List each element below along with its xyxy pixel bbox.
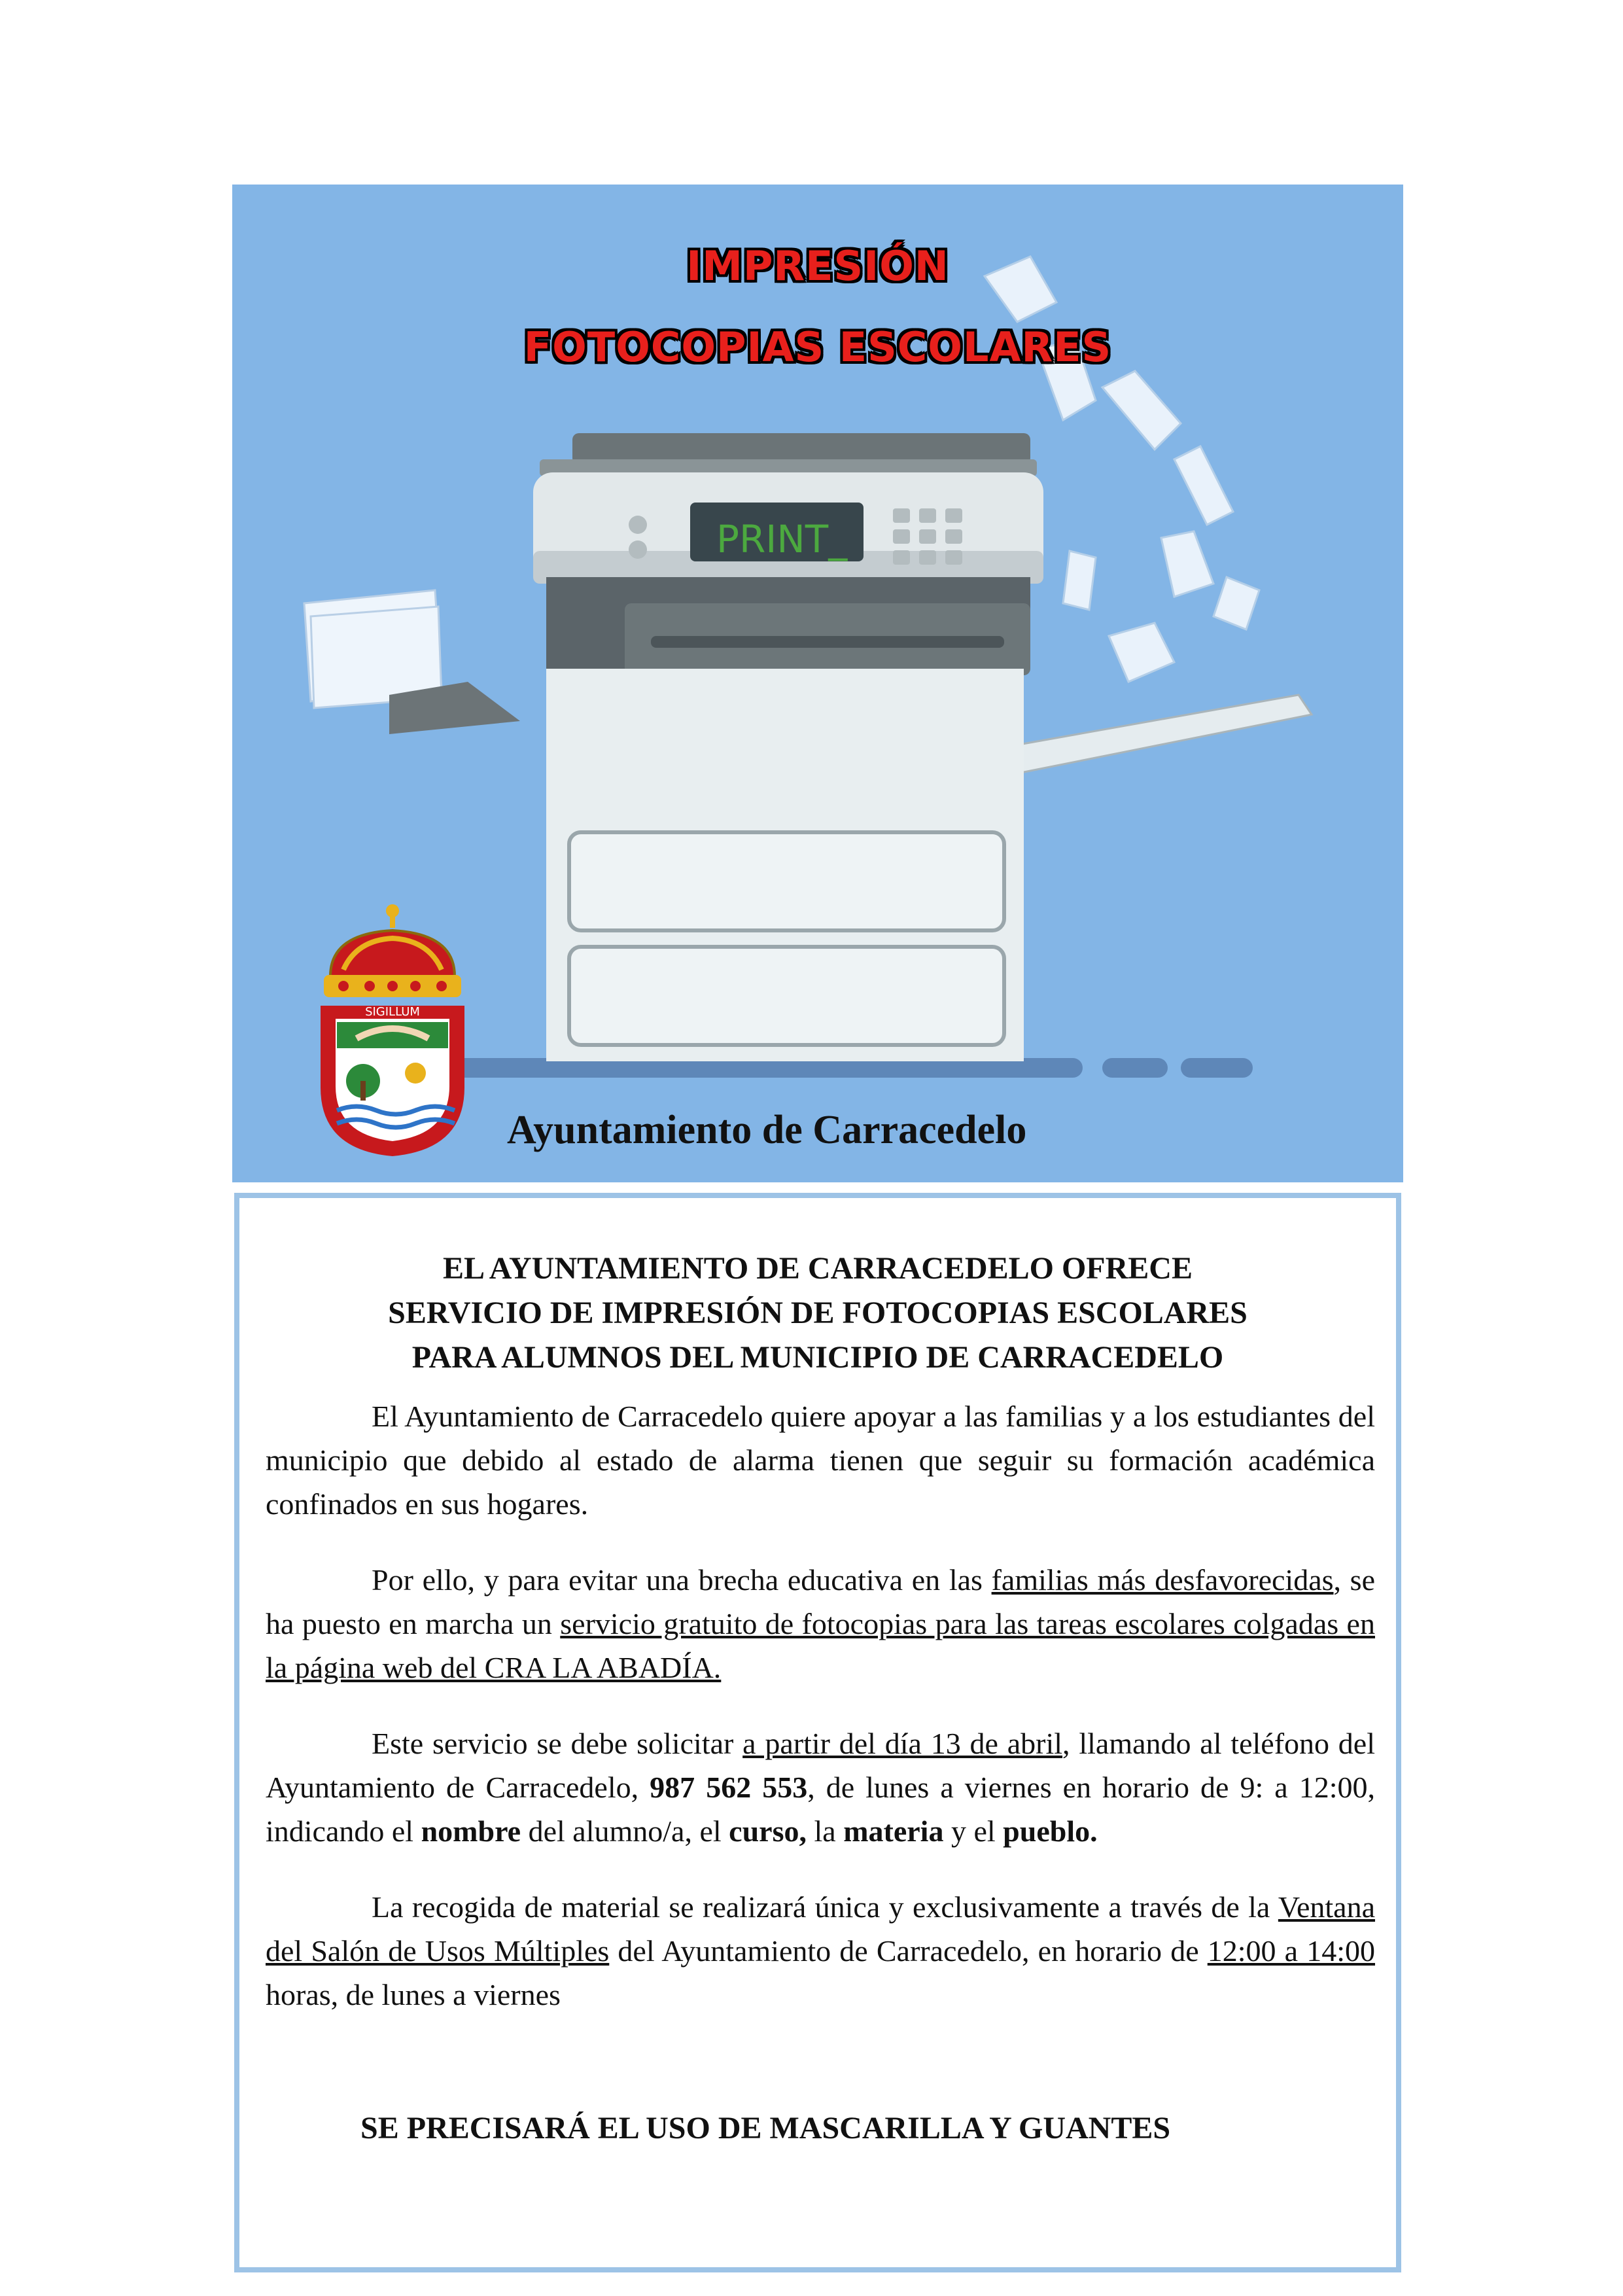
paragraph-service (266, 1558, 1375, 1689)
mask-gloves-notice: SE PRECISARÁ EL USO DE MASCARILLA Y GUANTES (360, 2111, 1171, 2146)
crest-text-top: SIGILLUM (365, 1005, 420, 1019)
underlined-free-service: servicio gratuito de fotocopias para las tareas escolares colgadas en la página web del CRA LA ABADÍA. (266, 1607, 1375, 1684)
phone-number: 987 562 553 (650, 1771, 808, 1804)
text-segment: , de lunes a viernes en horario de 9: a 12:00, indicando el (266, 1771, 1375, 1848)
text-segment: horas, de lunes a viernes (266, 1978, 561, 2011)
bold-curso: curso, (729, 1814, 807, 1848)
paragraph-intro (266, 1394, 1375, 1526)
bold-materia: materia (843, 1814, 944, 1848)
heading-line1: EL AYUNTAMIENTO DE CARRACEDELO OFRECE (443, 1251, 1193, 1286)
text-segment: Por ello, y para evitar una brecha educativa en las (372, 1563, 992, 1597)
text-segment: la (807, 1814, 844, 1848)
underlined-hours: 12:00 a 14:00 (1207, 1934, 1375, 1968)
printer-display-text: PRINT_ (716, 517, 848, 561)
underlined-window: Ventana del Salón de Usos Múltiples (266, 1890, 1375, 1968)
paragraph-request (266, 1722, 1375, 1853)
municipal-crest-icon (317, 898, 468, 1159)
paragraph-intro-text: El Ayuntamiento de Carracedelo quiere apoyar a las familias y a los estudiantes del municipio que debido al estado de alarma tienen que seguir su formación académica confinados en sus hogares. (266, 1400, 1375, 1521)
paragraph-pickup (266, 1885, 1375, 2017)
bold-pueblo: pueblo. (1003, 1814, 1098, 1848)
heading-line2: SERVICIO DE IMPRESIÓN DE FOTOCOPIAS ESCOLARES (388, 1296, 1248, 1330)
text-segment: del alumno/a, el (521, 1814, 729, 1848)
poster-caption: Ayuntamiento de Carracedelo (507, 1108, 1027, 1152)
poster-title-line2: FOTOCOPIAS ESCOLARES (523, 323, 1112, 371)
text-segment: , llamando al teléfono del Ayuntamiento de Carracedelo, (266, 1727, 1376, 1804)
text-segment: del Ayuntamiento de Carracedelo, en horario de (609, 1934, 1208, 1968)
poster-title-line1: IMPRESIÓN (686, 242, 949, 290)
heading-line3: PARA ALUMNOS DEL MUNICIPIO DE CARRACEDELO (411, 1340, 1224, 1375)
bold-nombre: nombre (421, 1814, 521, 1848)
underlined-start-date: a partir del día 13 de abril (742, 1727, 1063, 1760)
text-segment: Este servicio se debe solicitar (372, 1727, 743, 1760)
poster (232, 185, 1403, 1182)
text-segment: y el (943, 1814, 1003, 1848)
text-segment: , se ha puesto en marcha un (266, 1563, 1375, 1640)
text-segment: La recogida de material se realizará única y exclusivamente a través de la (372, 1890, 1278, 1924)
info-box (234, 1193, 1401, 2272)
underlined-families: familias más desfavorecidas (991, 1563, 1334, 1597)
